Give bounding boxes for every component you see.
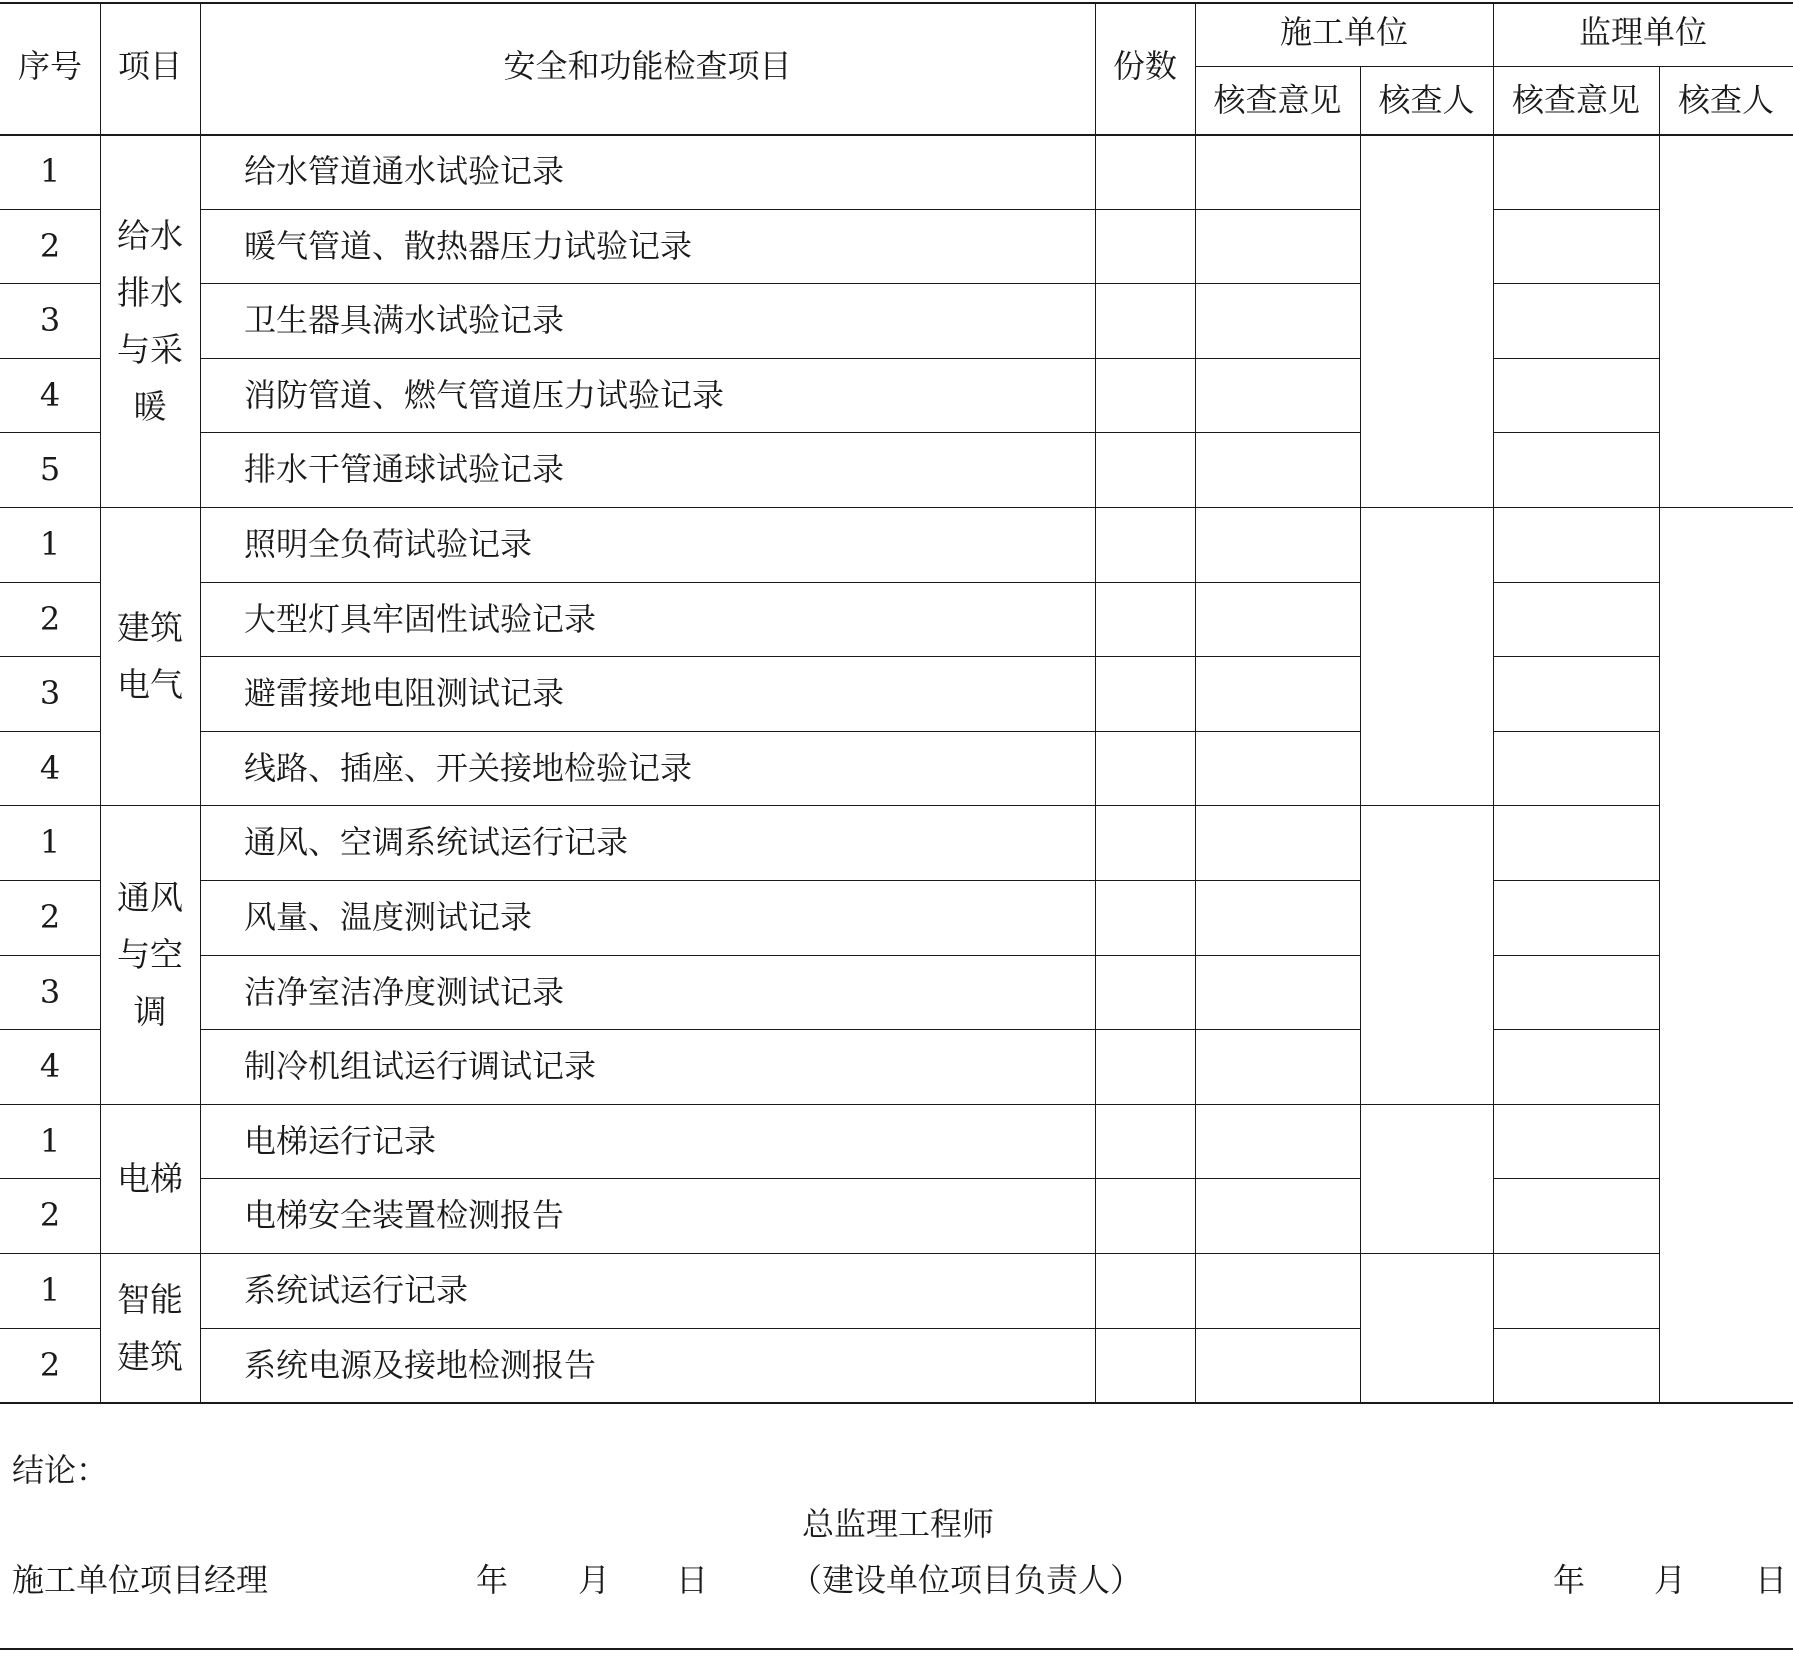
header-supervisor-checker: 核查人 bbox=[1677, 81, 1774, 119]
row-line bbox=[1493, 656, 1659, 657]
row-line bbox=[200, 1328, 1360, 1329]
group-line bbox=[100, 1253, 200, 1254]
row-line bbox=[0, 209, 100, 210]
row-check-item: 避雷接地电阻测试记录 bbox=[244, 674, 565, 713]
header-contractor: 施工单位 bbox=[1279, 13, 1408, 51]
row-check-item: 给水管道通水试验记录 bbox=[244, 152, 565, 190]
group-label bbox=[100, 869, 200, 1040]
group-label-line: 电气 bbox=[117, 665, 183, 705]
row-line bbox=[0, 805, 100, 806]
row-line bbox=[200, 805, 1360, 806]
body-col-line bbox=[1360, 134, 1361, 1402]
row-line bbox=[0, 1104, 100, 1105]
row-check-item: 大型灯具牢固性试验记录 bbox=[244, 599, 597, 638]
row-check-item: 照明全负荷试验记录 bbox=[244, 525, 533, 563]
group-label-line: 建筑 bbox=[117, 1336, 183, 1376]
owner-pm-label: （建设单位项目负责人） bbox=[790, 1561, 1143, 1599]
contractor-year: 年 bbox=[476, 1561, 509, 1599]
row-line bbox=[0, 1253, 100, 1254]
row-line bbox=[0, 507, 100, 508]
row-seq: 2 bbox=[39, 898, 61, 936]
header-item: 项目 bbox=[117, 47, 182, 85]
row-line bbox=[200, 283, 1360, 284]
row-line bbox=[200, 880, 1360, 881]
group-label-line: 电梯 bbox=[117, 1158, 183, 1198]
row-seq: 4 bbox=[39, 748, 61, 787]
row-seq: 1 bbox=[39, 152, 61, 190]
group-label-line: 智能 bbox=[117, 1279, 183, 1319]
row-check-item: 系统电源及接地检测报告 bbox=[244, 1345, 597, 1384]
group-label-line: 暖 bbox=[133, 386, 167, 426]
row-line bbox=[1493, 432, 1659, 433]
row-line bbox=[200, 1178, 1360, 1179]
row-seq: 4 bbox=[39, 375, 61, 414]
supervisor-month: 月 bbox=[1654, 1561, 1687, 1599]
row-line bbox=[0, 283, 100, 284]
row-line bbox=[1493, 507, 1659, 508]
row-seq: 2 bbox=[39, 1196, 61, 1235]
row-check-item: 线路、插座、开关接地检验记录 bbox=[244, 748, 693, 787]
row-seq: 1 bbox=[39, 525, 61, 563]
row-line bbox=[200, 656, 1360, 657]
row-seq: 1 bbox=[39, 823, 61, 862]
row-line bbox=[0, 880, 100, 881]
table-bottom-border bbox=[0, 1402, 1793, 1404]
row-line bbox=[0, 955, 100, 956]
row-seq: 2 bbox=[39, 226, 61, 265]
row-line bbox=[200, 1253, 1360, 1254]
row-line bbox=[1493, 880, 1659, 881]
row-seq: 1 bbox=[39, 1271, 61, 1309]
row-line bbox=[200, 731, 1360, 732]
chief-engineer-label: 总监理工程师 bbox=[802, 1505, 995, 1543]
group-line bbox=[100, 507, 200, 508]
row-line bbox=[1493, 1029, 1659, 1030]
row-line bbox=[1493, 1253, 1659, 1254]
row-seq: 3 bbox=[39, 301, 61, 340]
checker-span-line bbox=[1360, 805, 1493, 806]
row-seq: 5 bbox=[39, 450, 61, 489]
group-label bbox=[100, 1271, 200, 1385]
row-check-item: 洁净室洁净度测试记录 bbox=[244, 972, 565, 1011]
checker-span-line bbox=[1360, 507, 1493, 508]
row-seq: 3 bbox=[39, 972, 61, 1011]
body-col-line bbox=[1493, 134, 1494, 1402]
header-bottom-line bbox=[0, 134, 1793, 136]
contractor-month: 月 bbox=[578, 1561, 611, 1599]
row-line bbox=[200, 1029, 1360, 1030]
row-line bbox=[1493, 582, 1659, 583]
contractor-pm-label: 施工单位项目经理 bbox=[12, 1561, 269, 1599]
row-line bbox=[1493, 209, 1659, 210]
row-seq: 4 bbox=[39, 1047, 61, 1086]
row-line bbox=[1493, 283, 1659, 284]
group-label-line: 与空 bbox=[117, 935, 183, 975]
group-label-line: 调 bbox=[133, 992, 167, 1032]
row-seq: 2 bbox=[39, 599, 61, 638]
row-line bbox=[0, 582, 100, 583]
row-check-item: 暖气管道、散热器压力试验记录 bbox=[244, 226, 693, 265]
header-copies: 份数 bbox=[1112, 47, 1177, 85]
row-line bbox=[1493, 955, 1659, 956]
row-line bbox=[1493, 358, 1659, 359]
row-line bbox=[200, 1104, 1360, 1105]
row-check-item: 排水干管通球试验记录 bbox=[244, 450, 565, 489]
header-contractor-opinion: 核查意见 bbox=[1213, 81, 1342, 119]
conclusion-label: 结论： bbox=[12, 1451, 109, 1489]
header-check-item: 安全和功能检查项目 bbox=[503, 47, 792, 85]
row-check-item: 电梯运行记录 bbox=[244, 1121, 437, 1160]
row-check-item: 制冷机组试运行调试记录 bbox=[244, 1047, 597, 1086]
row-seq: 1 bbox=[39, 1121, 61, 1160]
table-top-border bbox=[0, 2, 1793, 4]
row-check-item: 通风、空调系统试运行记录 bbox=[244, 823, 629, 862]
row-check-item: 消防管道、燃气管道压力试验记录 bbox=[244, 375, 725, 414]
row-seq: 2 bbox=[39, 1345, 61, 1384]
supervisor-year: 年 bbox=[1553, 1561, 1586, 1599]
group-line bbox=[100, 1104, 200, 1105]
row-line bbox=[200, 582, 1360, 583]
group-label bbox=[100, 599, 200, 713]
header-sub-line bbox=[1195, 66, 1793, 67]
body-col-line bbox=[1195, 134, 1196, 1402]
row-line bbox=[200, 432, 1360, 433]
header-seq: 序号 bbox=[17, 47, 82, 85]
row-line bbox=[1493, 805, 1659, 806]
group-label bbox=[100, 1150, 200, 1207]
group-line bbox=[100, 805, 200, 806]
row-line bbox=[0, 358, 100, 359]
header-supervisor-opinion: 核查意见 bbox=[1511, 81, 1640, 119]
supervisor-day: 日 bbox=[1755, 1561, 1788, 1599]
contractor-day: 日 bbox=[676, 1561, 709, 1599]
body-col-line bbox=[200, 134, 201, 1402]
row-line bbox=[1493, 731, 1659, 732]
header-contractor-checker: 核查人 bbox=[1378, 81, 1475, 119]
page-bottom-rule bbox=[0, 1648, 1793, 1650]
row-seq: 3 bbox=[39, 674, 61, 713]
checker-span-line bbox=[1360, 1253, 1493, 1254]
body-col-line bbox=[1659, 134, 1660, 1402]
group-label-line: 排水 bbox=[117, 272, 183, 312]
row-line bbox=[0, 656, 100, 657]
row-line bbox=[0, 1029, 100, 1030]
row-line bbox=[200, 209, 1360, 210]
group-label bbox=[100, 207, 200, 435]
row-line bbox=[1493, 1328, 1659, 1329]
row-line bbox=[200, 358, 1360, 359]
group-label-line: 建筑 bbox=[117, 608, 183, 648]
row-line bbox=[1493, 1104, 1659, 1105]
row-line bbox=[200, 507, 1360, 508]
group-label-line: 通风 bbox=[117, 878, 183, 918]
body-col-line bbox=[1095, 134, 1096, 1402]
group-label-line: 与采 bbox=[117, 329, 183, 369]
row-line bbox=[0, 1328, 100, 1329]
checker-span-line bbox=[1360, 1104, 1493, 1105]
row-check-item: 风量、温度测试记录 bbox=[244, 898, 533, 936]
header-supervisor: 监理单位 bbox=[1578, 13, 1707, 51]
checker-span-line bbox=[1659, 507, 1793, 508]
row-line bbox=[0, 731, 100, 732]
row-line bbox=[1493, 1178, 1659, 1179]
row-check-item: 系统试运行记录 bbox=[244, 1271, 469, 1309]
row-check-item: 电梯安全装置检测报告 bbox=[244, 1196, 565, 1235]
row-line bbox=[200, 955, 1360, 956]
row-line bbox=[0, 1178, 100, 1179]
group-label-line: 给水 bbox=[117, 215, 183, 255]
row-check-item: 卫生器具满水试验记录 bbox=[244, 301, 565, 340]
row-line bbox=[0, 432, 100, 433]
